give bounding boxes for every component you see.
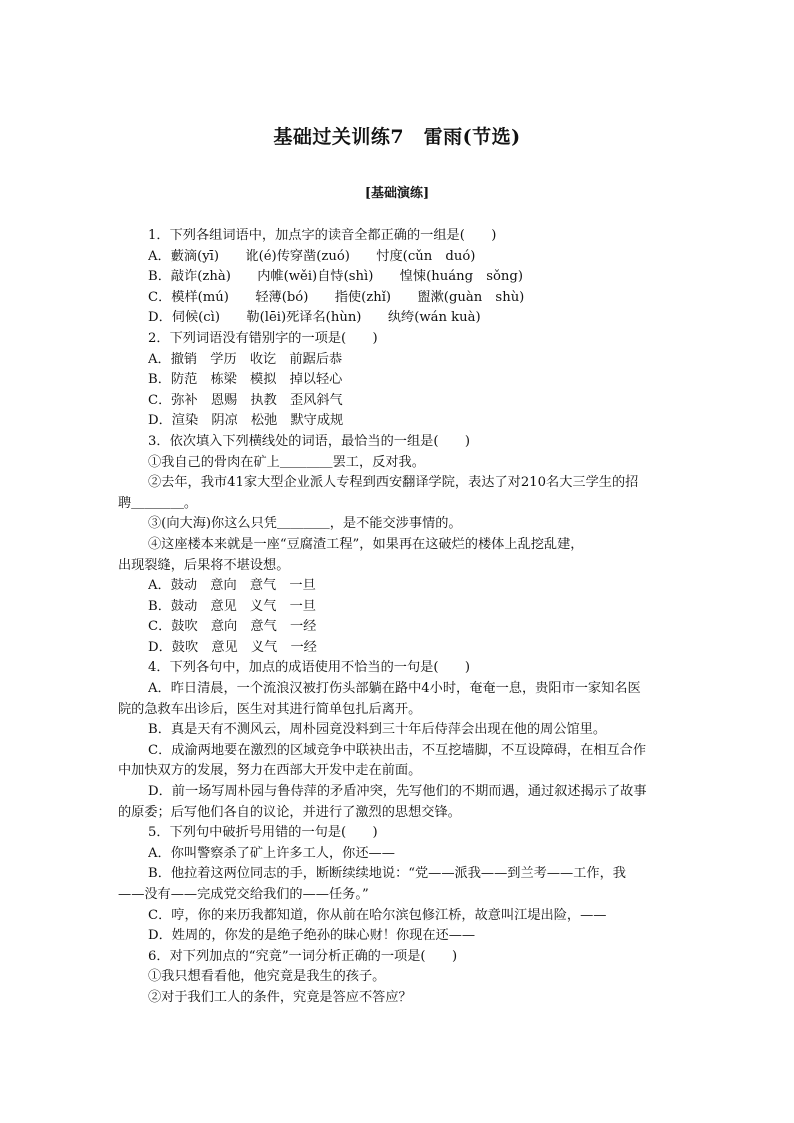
answer-option: D．前一场写周朴园与鲁侍萍的矛盾冲突，先写他们的不期而遇，通过叙述揭示了故事 — [148, 784, 647, 800]
answer-option: A．你叫警察杀了矿上许多工人，你还—— — [148, 845, 395, 861]
sentence-item: ③(向大海)你这么只凭＿＿＿＿，是不能交涉事情的。 — [148, 516, 462, 532]
sentence-item: ①我只想看看他，他究竟是我生的孩子。 — [148, 969, 386, 985]
question-stem: 1．下列各组词语中，加点字的读音全都正确的一组是( ) — [148, 228, 497, 243]
answer-option: A．鼓动 意向 意气 一旦 — [148, 578, 316, 594]
answer-option: B．鼓动 意见 义气 一旦 — [148, 598, 316, 614]
option-continuation: 的原委；后写他们各自的议论，并进行了激烈的思想交锋。 — [118, 804, 461, 820]
answer-option: C．鼓吹 意向 意气 一经 — [148, 619, 317, 635]
option-continuation: 院的急救车出诊后，医生对其进行简单包扎后离开。 — [118, 701, 422, 717]
answer-option: C．哼，你的来历我都知道，你从前在哈尔滨包修江桥，故意叫江堤出险，—— — [148, 907, 607, 923]
sentence-item: ④这座楼本来就是一座“豆腐渣工程”，如果再在这破烂的楼体上乱挖乱建， — [148, 536, 584, 552]
section-heading: [基础演练] — [364, 186, 430, 201]
answer-option: C．弥补 恩赐 执教 歪风斜气 — [148, 392, 343, 408]
option-continuation: 中加快双方的发展，努力在西部大开发中走在前面。 — [118, 763, 422, 779]
answer-option: B．他拉着这两位同志的手，断断续续地说：“党——派我——到兰考——工作，我 — [148, 866, 626, 882]
option-continuation: ——没有——完成党交给我们的——任务。” — [118, 887, 369, 902]
answer-option: B．敲诈(zhà) 内帷(wěi)自恃(shì) 惶悚(huáng sǒng) — [148, 269, 523, 285]
answer-option: C．成渝两地要在激烈的区域竞争中联袂出击，不互挖墙脚，不互设障碍，在相互合作 — [148, 742, 647, 758]
sentence-item: ①我自己的骨肉在矿上＿＿＿＿罢工，反对我。 — [148, 454, 425, 470]
answer-option: D．姓周的，你发的是绝子绝孙的昧心财！你现在还—— — [148, 928, 476, 944]
answer-option: A．昨日清晨，一个流浪汉被打伤头部躺在路中4小时，奄奄一息，贵阳市一家知名医 — [148, 681, 641, 697]
answer-option: D．伺候(cì) 勒(lēi)死译名(hùn) 纨绔(wán kuà) — [148, 310, 481, 326]
sentence-item: ②去年，我市41家大型企业派人专程到西安翻译学院，表达了对210名大三学生的招 — [148, 475, 639, 491]
answer-option: C．模样(mú) 轻薄(bó) 指使(zhǐ) 盥漱(guàn shù) — [148, 289, 525, 305]
question-stem: 6．对下列加点的“究竟”一词分析正确的一项是( ) — [148, 948, 458, 964]
question-stem: 4．下列各句中，加点的成语使用不恰当的一句是( ) — [148, 660, 470, 676]
answer-option: A．撤销 学历 收讫 前踞后恭 — [148, 351, 343, 367]
answer-option: B．真是天有不测风云，周朴园竟没料到三十年后侍萍会出现在他的周公馆里。 — [148, 722, 607, 738]
answer-option: D．渲染 阴凉 松弛 默守成规 — [148, 413, 344, 429]
answer-option: A．藪滴(yī) 讹(é)传穿凿(zuó) 忖度(cǔn duó) — [148, 248, 476, 264]
page-title: 基础过关训练7 雷雨(节选) — [273, 126, 521, 148]
question-stem: 3．依次填入下列横线处的词语，最恰当的一组是( ) — [148, 433, 470, 449]
exercise-body — [118, 226, 678, 1009]
sentence-continuation: 出现裂缝，后果将不堪设想。 — [118, 557, 290, 573]
question-stem: 5．下列句中破折号用错的一句是( ) — [148, 825, 378, 841]
question-stem: 2．下列词语没有错别字的一项是( ) — [148, 330, 378, 346]
sentence-item: ②对于我们工人的条件，究竟是答应不答应？ — [148, 989, 412, 1005]
answer-option: B．防范 栋梁 模拟 掉以轻心 — [148, 372, 343, 388]
sentence-continuation: 聘＿＿＿＿。 — [118, 495, 198, 511]
answer-option: D．鼓吹 意见 义气 一经 — [148, 639, 317, 655]
